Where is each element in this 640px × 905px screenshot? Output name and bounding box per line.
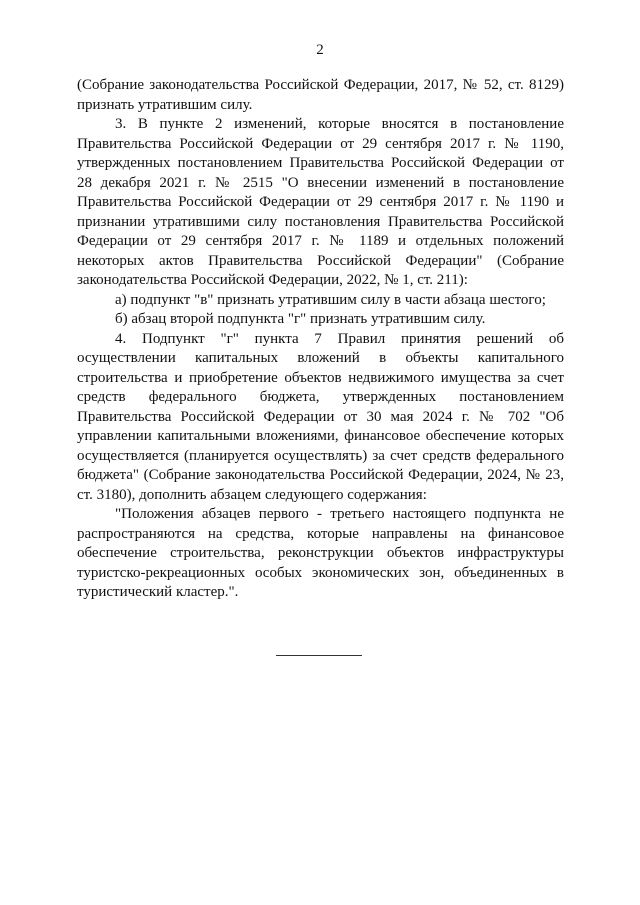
paragraph-quoted-addition: "Положения абзацев первого - третьего настоящего подпункта не распространяются на средства, которые направлены на финансовое обеспечение строительства, реконструкции объектов инфраструктуры туристско-рекреационных особых экономических зон, объединенных в туристический кластер.". [77, 506, 564, 600]
paragraph-subitem-b: б) абзац второй подпункта "г" признать утратившим силу. [115, 311, 486, 327]
closing-divider-line [276, 655, 362, 656]
paragraph-subitem-a: а) подпункт "в" признать утратившим силу в части абзаца шестого; [115, 291, 546, 308]
paragraph-item-4: 4. Подпункт "г" пункта 7 Правил принятия решений об осуществлении капитальных вложений в объекты капитального строительства и приобретение объектов недвижимого имущества за счет средств федерального бюджета, утвержденных постановлением Правительства Российской Федерации от 30 мая 2024 г. № 702 "Об управлении капитальными вложениями, финансовое обеспечение которых осуществляется (планируется осуществлять) за счет средств федерального бюджета" (Собрание законодательства Российской Федерации, 2024, № 23, ст. 3180), дополнить абзацем следующего содержания: [77, 330, 564, 503]
document-body [77, 76, 564, 603]
paragraph-item-3: 3. В пункте 2 изменений, которые вносятся в постановление Правительства Российской Федерации от 29 сентября 2017 г. № 1190, утвержденных постановлением Правительства Российской Федерации от 28 декабря 2021 г. № 2515 "О внесении изменений в постановление Правительства Российской Федерации от 29 сентября 2017 г. № 1190 и признании утратившими силу постановления Правительства Российской Федерации от 29 сентября 2017 г. № 1189 и отдельных положений некоторых актов Правительства Российской Федерации" (Собрание законодательства Российской Федерации, 2022, № 1, ст. 211): [77, 116, 564, 288]
paragraph-continuation: (Собрание законодательства Российской Федерации, 2017, № 52, ст. 8129) признать утратившим силу. [77, 77, 564, 113]
page-number: 2 [316, 42, 324, 58]
